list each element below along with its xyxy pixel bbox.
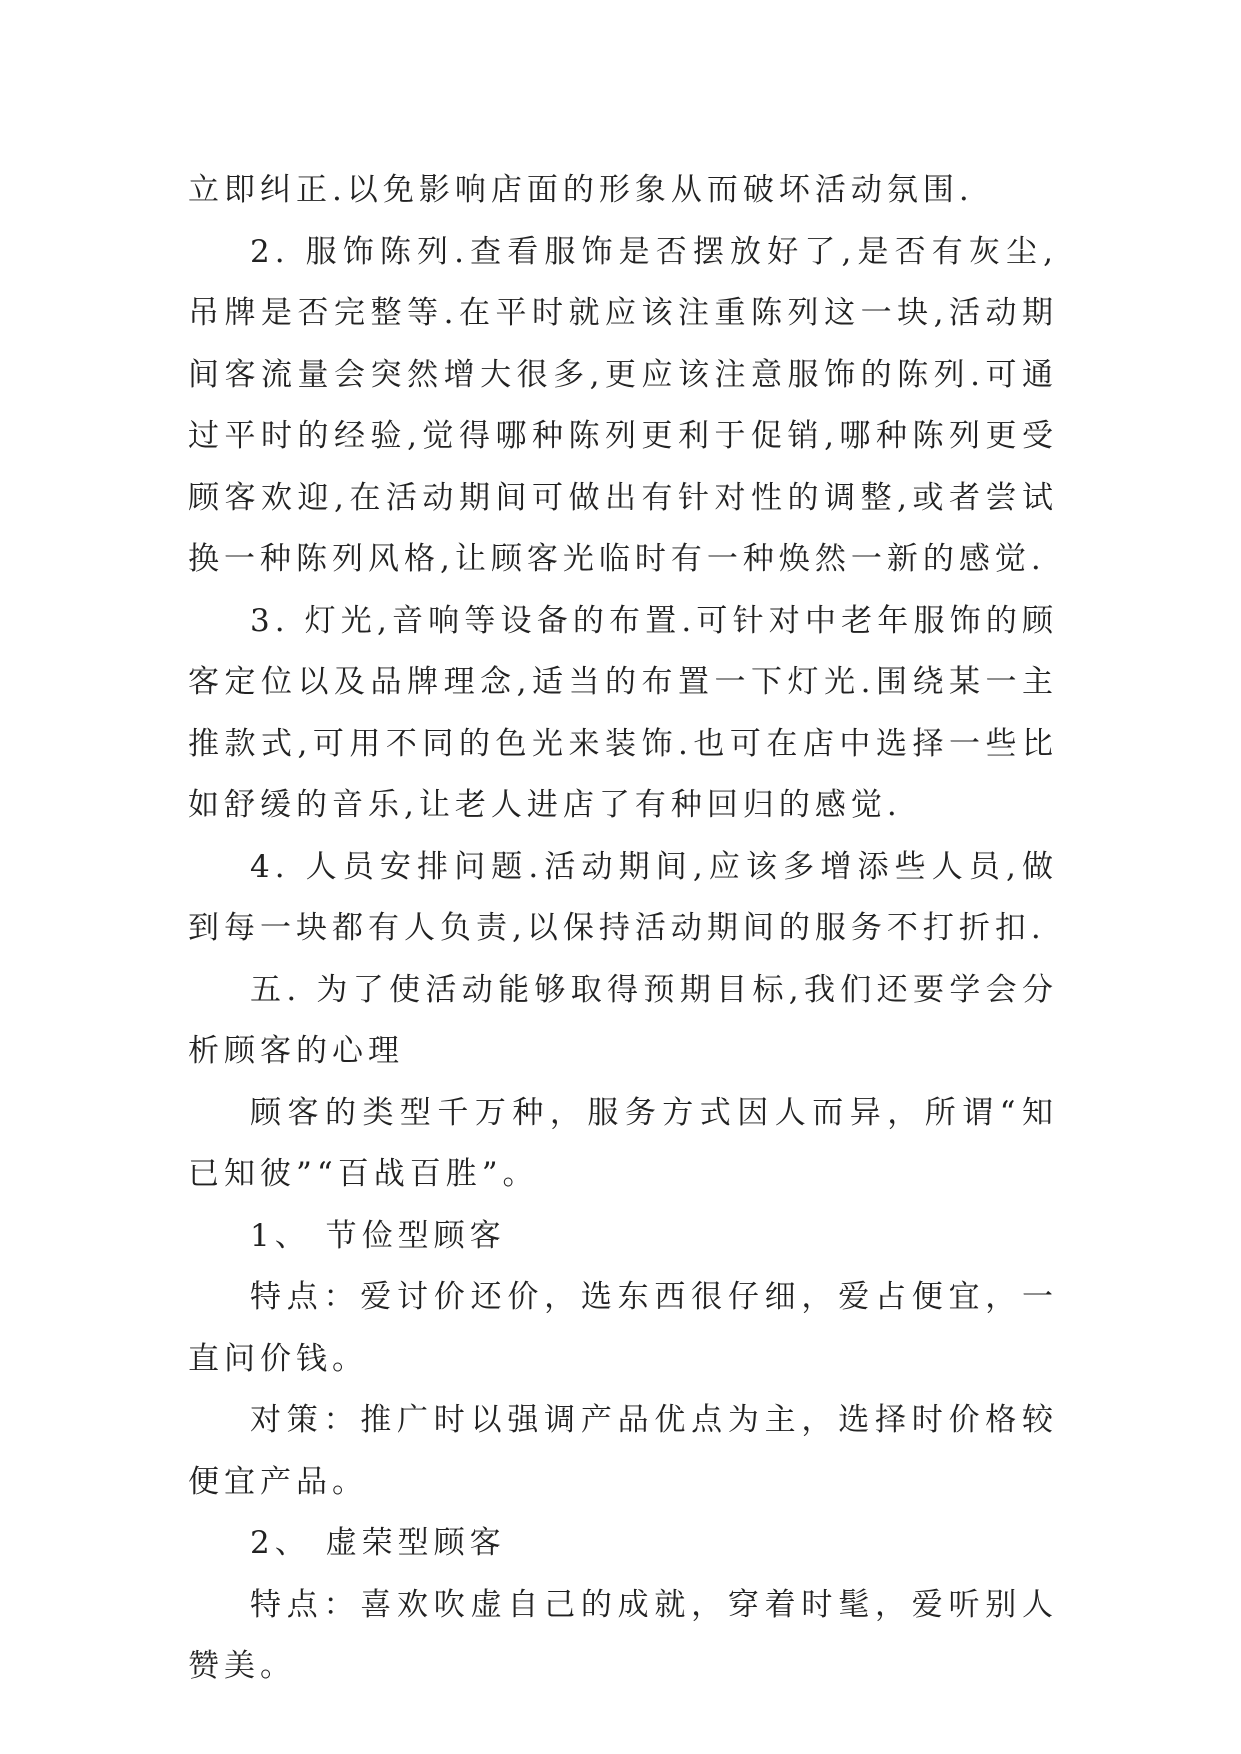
paragraph-8: 特点：爱讨价还价，选东西很仔细，爱占便宜，一直问价钱。 bbox=[188, 1279, 1058, 1377]
paragraph-11: 特点：喜欢吹虚自己的成就，穿着时髦，爱听别人赞美。 bbox=[188, 1586, 1058, 1684]
paragraph-5: 五. 为了使活动能够取得预期目标,我们还要学会分析顾客的心理 bbox=[188, 971, 1058, 1069]
paragraph-2: 2. 服饰陈列.查看服饰是否摆放好了,是否有灰尘,吊牌是否完整等.在平时就应该注重陈列这一块,活动期间客流量会突然增大很多,更应该注意服饰的陈列.可通过平时的经验,觉得哪种陈列更利于促销,哪种陈列更受顾客欢迎,在活动期间可做出有针对性的调整,或者尝试换一种陈列风格,让顾客光临时有一种焕然一新的感觉. bbox=[188, 233, 1058, 577]
paragraph-7: 1、 节俭型顾客 bbox=[250, 1217, 506, 1254]
paragraph-10: 2、 虚荣型顾客 bbox=[250, 1525, 506, 1561]
paragraph-9: 对策：推广时以强调产品优点为主，选择时价格较便宜产品。 bbox=[188, 1402, 1058, 1500]
paragraph-4: 4. 人员安排问题.活动期间,应该多增添些人员,做到每一块都有人负责,以保持活动期间的服务不打折扣. bbox=[188, 848, 1058, 946]
document-body bbox=[188, 160, 1058, 1698]
paragraph-6: 顾客的类型千万种，服务方式因人而异，所谓“知已知彼”“百战百胜”。 bbox=[188, 1094, 1058, 1192]
paragraph-1: 立即纠正.以免影响店面的形象从而破坏活动氛围. bbox=[188, 172, 974, 208]
paragraph-3: 3. 灯光,音响等设备的布置.可针对中老年服饰的顾客定位以及品牌理念,适当的布置一下灯光.围绕某一主推款式,可用不同的色光来装饰.也可在店中选择一些比如舒缓的音乐,让老人进店了有种回归的感觉. bbox=[188, 602, 1058, 823]
